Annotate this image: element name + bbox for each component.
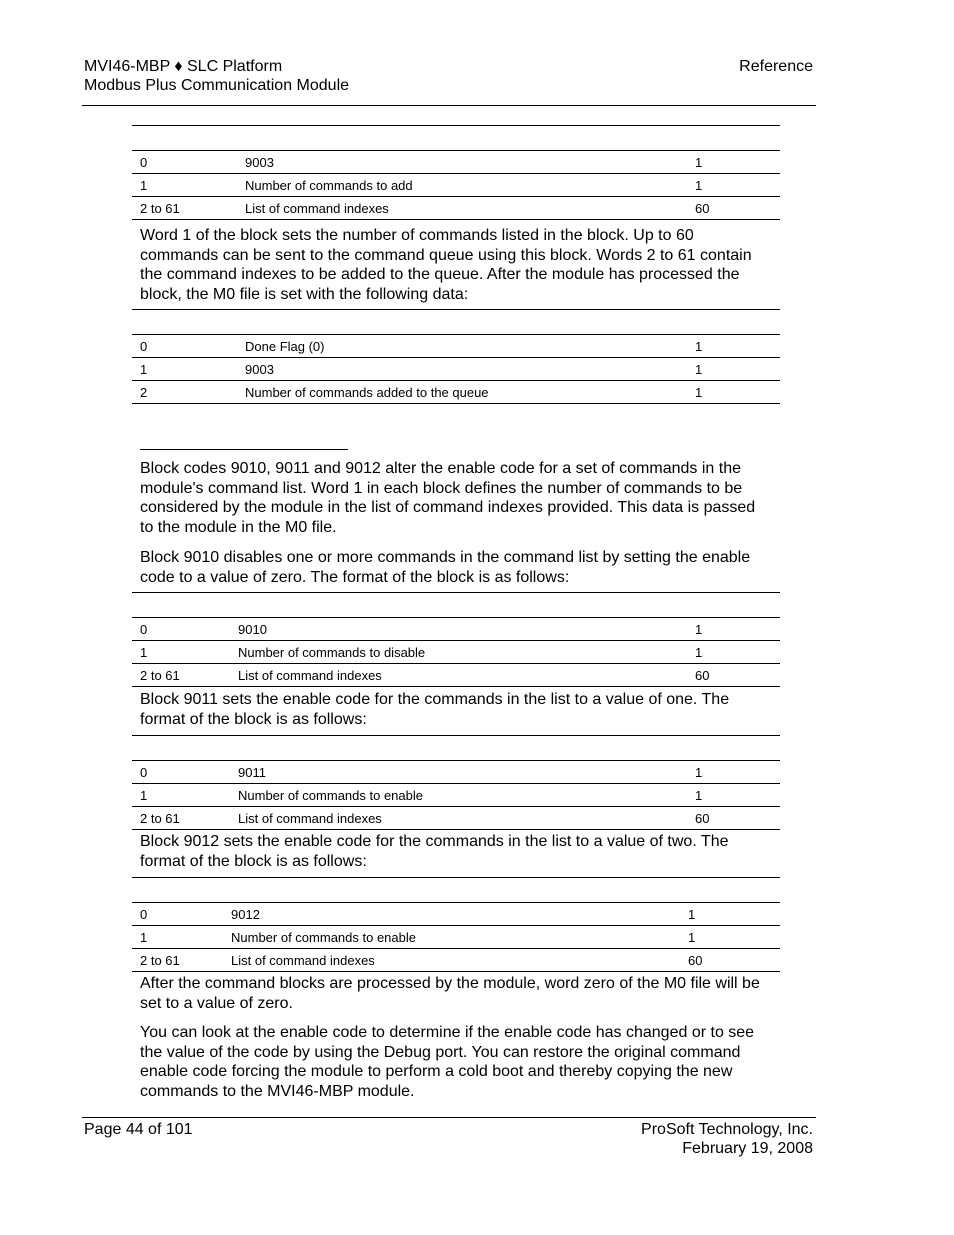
table-header-row — [132, 878, 780, 903]
table-cell-description: Number of commands added to the queue — [237, 381, 687, 404]
table-row — [132, 151, 780, 174]
table-cell-description: 9003 — [237, 358, 687, 381]
paragraph-enable-code: You can look at the enable code to determine if the enable code has changed or to see the value of the code by using the Debug port. You can restore the original command enable code forcing the module to perform a cold boot and thereby copying the new commands to the MVI46-MBP module. — [140, 1024, 755, 1101]
table-cell-count: 1 — [680, 903, 780, 926]
footer-rule — [82, 1117, 816, 1118]
table-row — [132, 335, 780, 358]
table-cell-description: List of command indexes — [223, 949, 680, 972]
table-cell-word: 1 — [132, 784, 230, 807]
table-row — [132, 381, 780, 404]
table-row — [132, 926, 780, 949]
table-row — [132, 903, 780, 926]
header-rule — [82, 105, 816, 106]
table-row — [132, 761, 780, 784]
table-cell-word: 2 to 61 — [132, 807, 230, 830]
table-cell-description: 9003 — [237, 151, 687, 174]
table-cell-description: List of command indexes — [237, 197, 687, 220]
table-cell-word: 0 — [132, 761, 230, 784]
header-title-line1: MVI46-MBP ♦ SLC Platform — [84, 58, 283, 75]
table-row — [132, 358, 780, 381]
table-cell-word: 1 — [132, 358, 237, 381]
table-cell-word: 0 — [132, 618, 230, 641]
table-cell-word: 0 — [132, 335, 237, 358]
section-heading-underline — [140, 449, 348, 450]
table-header-row — [132, 310, 780, 335]
table-cell-count: 1 — [687, 174, 780, 197]
table-cell-description: Number of commands to enable — [223, 926, 680, 949]
table-cell-count: 60 — [687, 664, 780, 687]
footer-date: February 19, 2008 — [682, 1140, 813, 1157]
table-cell-word: 2 to 61 — [132, 664, 230, 687]
table-m0-response — [132, 309, 780, 404]
table-header-row — [132, 593, 780, 618]
table-cell-count: 1 — [680, 926, 780, 949]
table-cell-count: 1 — [687, 358, 780, 381]
table-cell-count: 1 — [687, 381, 780, 404]
table-header-row — [132, 126, 780, 151]
table-block-9011 — [132, 735, 780, 830]
paragraph-block-9012: Block 9012 sets the enable code for the commands in the list to a value of two. The format of the block is as follows: — [140, 833, 729, 870]
table-row — [132, 174, 780, 197]
table-cell-description: Number of commands to enable — [230, 784, 687, 807]
paragraph-block-9010: Block 9010 disables one or more commands in the command list by setting the enable code to a value of zero. The format of the block is as follows: — [140, 549, 751, 586]
table-cell-count: 60 — [687, 197, 780, 220]
table-cell-count: 1 — [687, 784, 780, 807]
footer-info — [641, 1120, 813, 1158]
table-cell-word: 2 to 61 — [132, 949, 223, 972]
table-cell-word: 1 — [132, 641, 230, 664]
footer-company: ProSoft Technology, Inc. — [641, 1121, 813, 1138]
table-row — [132, 784, 780, 807]
table-cell-description: 9012 — [223, 903, 680, 926]
header-title — [84, 57, 349, 95]
table-cell-count: 1 — [687, 151, 780, 174]
table-cell-word: 1 — [132, 174, 237, 197]
paragraph-word1-description: Word 1 of the block sets the number of commands listed in the block. Up to 60 commands can be sent to the command queue using this block. Words 2 to 61 contain the command indexes to be added to the queue. After the module has processed the block, the M0 file is set with the following data: — [140, 227, 752, 304]
table-cell-word: 1 — [132, 926, 223, 949]
table-cell-word: 2 to 61 — [132, 197, 237, 220]
table-cell-count: 1 — [687, 335, 780, 358]
header-title-line2: Modbus Plus Communication Module — [84, 77, 350, 94]
table-cell-description: List of command indexes — [230, 807, 687, 830]
table-row — [132, 807, 780, 830]
paragraph-block-codes: Block codes 9010, 9011 and 9012 alter the enable code for a set of commands in the module's command list. Word 1 in each block defines the number of commands to be considered by the module in the list of command indexes provided. This data is passed to the module in the M0 file. — [140, 460, 756, 537]
table-cell-count: 1 — [687, 641, 780, 664]
table-cell-count: 1 — [687, 618, 780, 641]
table-cell-word: 2 — [132, 381, 237, 404]
table-row — [132, 197, 780, 220]
footer-page-number: Page 44 of 101 — [84, 1121, 193, 1138]
table-header-row — [132, 736, 780, 761]
table-block-9010 — [132, 592, 780, 687]
header-section: Reference — [739, 58, 813, 75]
table-cell-description: Number of commands to add — [237, 174, 687, 197]
table-cell-count: 60 — [680, 949, 780, 972]
table-cell-description: List of command indexes — [230, 664, 687, 687]
table-row — [132, 949, 780, 972]
table-row — [132, 641, 780, 664]
table-cell-count: 60 — [687, 807, 780, 830]
table-cell-description: 9010 — [230, 618, 687, 641]
table-cell-description: Done Flag (0) — [237, 335, 687, 358]
paragraph-block-9011: Block 9011 sets the enable code for the commands in the list to a value of one. The format of the block is as follows: — [140, 691, 730, 728]
table-cell-count: 1 — [687, 761, 780, 784]
table-row — [132, 618, 780, 641]
table-block-9012 — [132, 877, 780, 972]
table-cell-description: Number of commands to disable — [230, 641, 687, 664]
table-block-9003 — [132, 125, 780, 220]
table-cell-word: 0 — [132, 151, 237, 174]
table-cell-word: 0 — [132, 903, 223, 926]
paragraph-after-processing: After the command blocks are processed by the module, word zero of the M0 file will be set to a value of zero. — [140, 975, 760, 1012]
table-cell-description: 9011 — [230, 761, 687, 784]
table-row — [132, 664, 780, 687]
